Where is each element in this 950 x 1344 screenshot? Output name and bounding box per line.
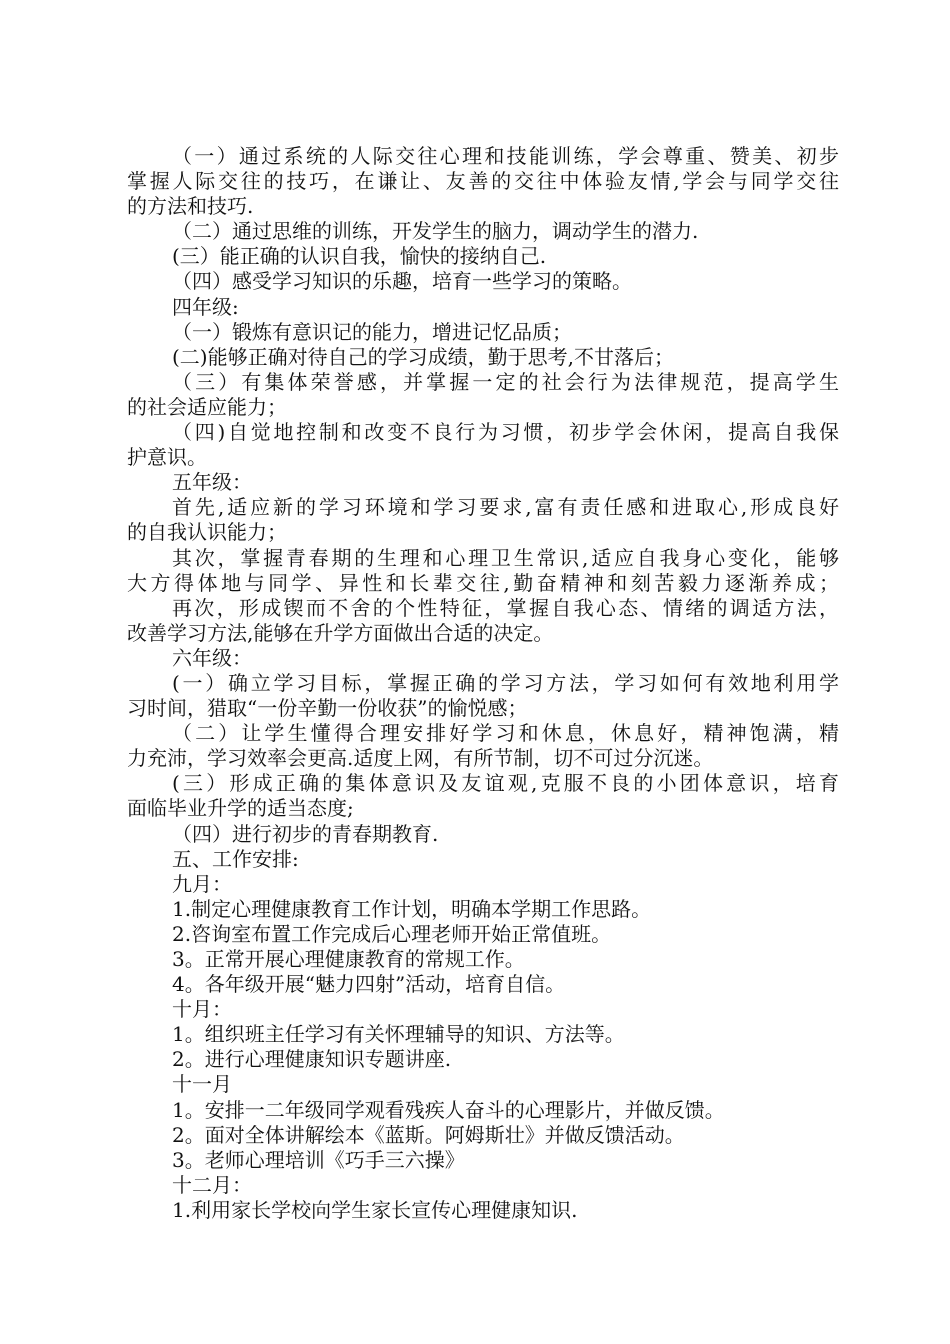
text-line: （二）通过思维的训练，开发学生的脑力，调动学生的潜力. (172, 219, 699, 244)
text-line: 1。安排一二年级同学观看残疾人奋斗的心理影片，并做反馈。 (172, 1097, 725, 1122)
text-line: 首先,适应新的学习环境和学习要求,富有责任感和进取心,形成良好 (172, 495, 839, 520)
text-line: （四）感受学习知识的乐趣，培育一些学习的策略。 (172, 269, 632, 294)
text-line: 4。各年级开展“魅力四射”活动，培育自信。 (172, 972, 566, 997)
text-line: 九月： (172, 871, 232, 896)
text-line: （二）让学生懂得合理安排好学习和休息，休息好，精神饱满，精 (172, 721, 839, 746)
text-line: 面临毕业升学的适当态度; (127, 796, 354, 821)
document-body (127, 144, 839, 1223)
text-line: 十月： (172, 997, 232, 1022)
text-line: （三）有集体荣誉感，并掌握一定的社会行为法律规范，提高学生 (172, 369, 839, 394)
text-line: 护意识。 (127, 445, 207, 470)
text-line: (二)能够正确对待自己的学习成绩，勤于思考,不甘落后； (172, 344, 674, 369)
text-line: (一）确立学习目标，掌握正确的学习方法，学习如何有效地利用学 (172, 670, 839, 695)
text-line: 2。进行心理健康知识专题讲座. (172, 1047, 452, 1072)
text-line: (三）形成正确的集体意识及友谊观,克服不良的小团体意识，培育 (172, 771, 839, 796)
text-line: 其次，掌握青春期的生理和心理卫生常识,适应自我身心变化，能够 (172, 545, 839, 570)
text-line: 3。老师心理培训《巧手三六操》 (172, 1147, 465, 1172)
text-line: （四)自觉地控制和改变不良行为习惯，初步学会休闲，提高自我保 (172, 420, 839, 445)
text-line: 掌握人际交往的技巧，在谦让、友善的交往中体验友情,学会与同学交往 (127, 169, 839, 194)
text-line: 十二月： (172, 1172, 252, 1197)
text-line: 2.咨询室布置工作完成后心理老师开始正常值班。 (172, 921, 612, 946)
text-line: 的社会适应能力； (127, 394, 287, 419)
text-line: 五、工作安排: (172, 846, 299, 871)
text-line: 改善学习方法,能够在升学方面做出合适的决定。 (127, 620, 554, 645)
text-line: 十一月 (172, 1072, 232, 1097)
text-line: 再次，形成锲而不舍的个性特征，掌握自我心态、情绪的调适方法， (172, 595, 839, 620)
text-line: 五年级： (172, 470, 252, 495)
text-line: 四年级: (172, 294, 239, 319)
text-line: （一）锻炼有意识记的能力，增进记忆品质； (172, 319, 572, 344)
text-line: （一）通过系统的人际交往心理和技能训练，学会尊重、赞美、初步 (172, 144, 839, 168)
text-line: 2。面对全体讲解绘本《蓝斯。阿姆斯壮》并做反馈活动。 (172, 1122, 685, 1147)
text-line: 1。组织班主任学习有关怀理辅导的知识、方法等。 (172, 1022, 625, 1047)
text-line: 的方法和技巧. (127, 194, 254, 219)
text-line: 力充沛，学习效率会更高.适度上网，有所节制，切不可过分沉迷。 (127, 746, 714, 771)
text-line: 六年级： (172, 645, 252, 670)
text-line: 1.利用家长学校向学生家长宣传心理健康知识. (172, 1197, 578, 1222)
text-line: 的自我认识能力； (127, 520, 287, 545)
text-line: 1.制定心理健康教育工作计划，明确本学期工作思路。 (172, 896, 652, 921)
text-line: 大方得体地与同学、异性和长辈交往,勤奋精神和刻苦毅力逐渐养成； (127, 570, 839, 595)
text-line: (三）能正确的认识自我，愉快的接纳自己. (172, 244, 547, 269)
text-line: （四）进行初步的青春期教育. (172, 821, 439, 846)
text-line: 3。正常开展心理健康教育的常规工作。 (172, 947, 525, 971)
text-line: 习时间，猎取“一份辛勤一份收获”的愉悦感； (127, 696, 528, 721)
